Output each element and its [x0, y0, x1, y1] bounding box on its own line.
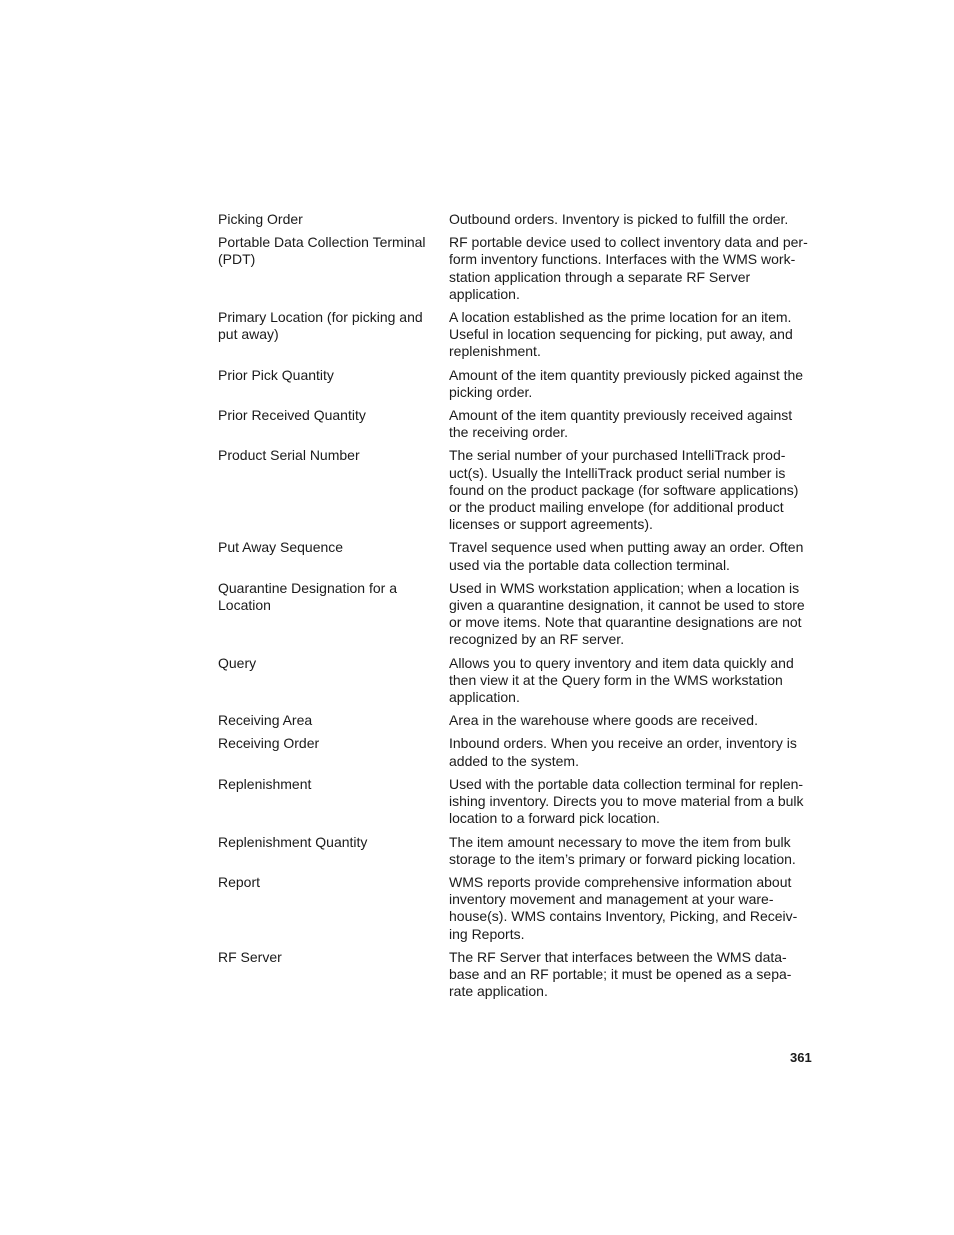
glossary-entry	[218, 655, 818, 707]
glossary-definition: The item amount necessary to move the item from bulk storage to the item’s primary or forward picking location.	[449, 833, 796, 867]
glossary-term: Prior Pick Quantity	[218, 366, 334, 383]
glossary-term: Primary Location (for picking and put away)	[218, 309, 423, 343]
glossary-entry	[218, 309, 818, 361]
glossary-definition: WMS reports provide comprehensive information about inventory movement and management at your ware-house(s). WMS contains Inventory, Picking, and Receiv-ing Reports.	[449, 873, 798, 942]
glossary-definition: The serial number of your purchased IntelliTrack prod-uct(s). Usually the IntelliTrack product serial number is found on the product package (for software applications) or the product mailing envelope (for additional product licenses or support agreements).	[449, 447, 799, 533]
glossary-entry	[218, 834, 818, 868]
glossary-entry	[218, 874, 818, 943]
glossary-term: RF Server	[218, 948, 282, 965]
glossary-definition: Allows you to query inventory and item data quickly and then view it at the Query form in the WMS workstation application.	[449, 654, 794, 706]
glossary-entry	[218, 234, 818, 303]
glossary-entry	[218, 539, 818, 573]
glossary-definition: Area in the warehouse where goods are received.	[449, 712, 758, 729]
glossary-term: Product Serial Number	[218, 447, 360, 464]
glossary-entry	[218, 211, 818, 228]
glossary-list	[218, 211, 818, 1000]
glossary-term: Report	[218, 873, 261, 890]
glossary-entry	[218, 580, 818, 649]
glossary-term: Replenishment	[218, 775, 312, 792]
glossary-entry	[218, 367, 818, 401]
glossary-entry	[218, 712, 818, 729]
page-number: 361	[790, 1050, 812, 1065]
glossary-term: Receiving Area	[218, 712, 313, 729]
glossary-term: Prior Received Quantity	[218, 407, 366, 424]
glossary-definition: Amount of the item quantity previously received against the receiving order.	[449, 407, 793, 441]
glossary-entry	[218, 776, 818, 828]
glossary-term: Put Away Sequence	[218, 539, 344, 556]
glossary-entry	[218, 735, 818, 769]
glossary-term: Replenishment Quantity	[218, 833, 368, 850]
glossary-definition: Used with the portable data collection terminal for replen-ishing inventory. Directs you to move material from a bulk location to a forward pick location.	[449, 775, 804, 827]
glossary-entry	[218, 949, 818, 1001]
glossary-term: Picking Order	[218, 211, 303, 227]
glossary-definition: Used in WMS workstation application; when a location is given a quarantine designation, it cannot be used to store or move items. Note that quarantine designations are not recognized by an RF server.	[449, 579, 805, 648]
glossary-term: Quarantine Designation for a Location	[218, 579, 397, 614]
glossary-definition: Amount of the item quantity previously picked against the picking order.	[449, 366, 804, 400]
glossary-definition: A location established as the prime location for an item. Useful in location sequencing for picking, put away, and replenishment.	[449, 309, 793, 360]
glossary-entry	[218, 407, 818, 441]
glossary-entry	[218, 447, 818, 533]
glossary-term: Receiving Order	[218, 735, 320, 752]
glossary-term: Query	[218, 654, 257, 671]
glossary-term: Portable Data Collection Terminal (PDT)	[218, 234, 426, 268]
glossary-definition: The RF Server that interfaces between the WMS data-base and an RF portable; it must be opened as a sepa-rate application.	[449, 948, 792, 1000]
glossary-definition: RF portable device used to collect inventory data and per-form inventory functions. Interfaces with the WMS work-station application through a separate RF Server application.	[449, 234, 808, 302]
glossary-definition: Outbound orders. Inventory is picked to fulfill the order.	[449, 211, 789, 227]
glossary-definition: Inbound orders. When you receive an order, inventory is added to the system.	[449, 735, 797, 769]
glossary-definition: Travel sequence used when putting away an order. Often used via the portable data collection terminal.	[449, 539, 804, 573]
